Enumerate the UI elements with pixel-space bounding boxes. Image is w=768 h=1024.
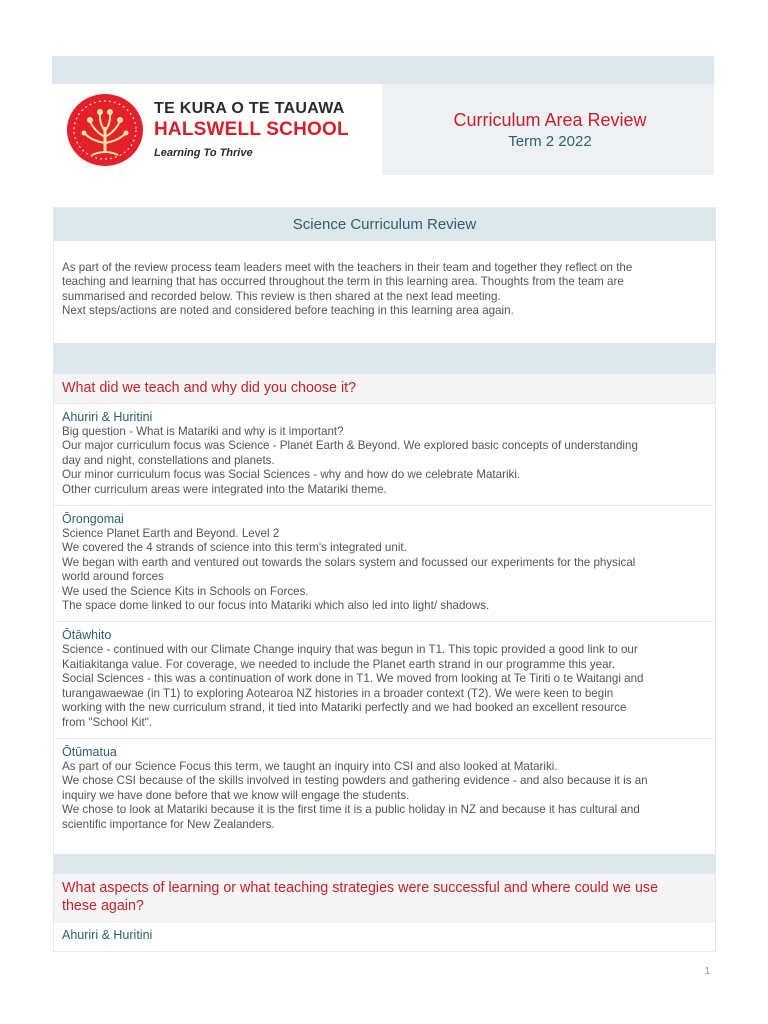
intro-line: As part of the review process team leaders meet with the teachers in their team and together they reflect on the [62,261,633,274]
logo-tagline: Learning To Thrive [154,147,253,159]
team-line: As part of our Science Focus this term, we taught an inquiry into CSI and also looked at Matariki. [62,759,558,773]
team-line: turangawaewae (in T1) to exploring Aotearoa NZ histories in a broader context (T2). We were keen to begin [62,686,614,700]
team-line: Social Sciences - this was a continuation of work done in T1. We moved from looking at Te Tiriti o te Waitangi and [62,672,644,686]
logo-school-name: HALSWELL SCHOOL [154,119,349,140]
team-line: Science Planet Earth and Beyond. Level 2 [62,527,280,541]
team-name: Ahuriri & Huritini [62,927,153,942]
team-line: Big question - What is Matariki and why is it important? [62,425,344,438]
review-table [53,207,716,952]
team-line: We chose to look at Matariki because it is the first time it is a public holiday in NZ and because it has cultural and [62,803,640,817]
team-line: Kaitiakitanga value. For coverage, we needed to include the Planet earth strand in our programme this year. [62,657,615,671]
team-line: working with the new curriculum strand, it tied into Matariki perfectly and we had booked an excellent resource [62,701,627,715]
review-heading: Science Curriculum Review [54,208,715,241]
team-line: Science - continued with our Climate Change inquiry that was begun in T1. This topic provided a good link to our [62,643,638,657]
team-entry [54,621,715,737]
header-band [52,56,714,84]
logo-maori-name: TE KURA O TE TAUAWA [154,100,345,117]
team-name: Ōrongomai [62,512,124,527]
team-line: We covered the 4 strands of science into this term's integrated unit. [62,541,407,555]
team-line: day and night, constellations and planets. [62,453,275,467]
team-entry [54,738,715,854]
document-title: Curriculum Area Review [453,109,647,130]
team-name: Ōtūmatua [62,744,117,759]
team-line: inquiry we have done before that we know will engage the students. [62,788,410,802]
section-band [54,854,715,874]
question-2 [54,874,715,921]
team-line: The space dome linked to our focus into Matariki which also led into light/ shadows. [62,599,490,613]
team-line: We used the Science Kits in Schools on Forces. [62,584,309,598]
team-line: Other curriculum areas were integrated into the Matariki theme. [62,482,387,496]
team-entry [54,921,715,951]
team-line: scientific importance for New Zealanders. [62,817,275,831]
team-line: Our major curriculum focus was Science - Planet Earth & Beyond. We explored basic concepts of understanding [62,439,638,453]
team-line: Our minor curriculum focus was Social Sciences - why and how do we celebrate Matariki. [62,468,521,482]
team-name: Ōtāwhito [62,628,112,643]
team-name: Ahuriri & Huritini [62,410,153,424]
review-intro [54,241,715,343]
team-line: We began with earth and ventured out towards the solars system and focussed our experiments for the physical [62,555,636,569]
document-header [52,56,714,175]
team-entry [54,505,715,621]
title-block [386,84,714,175]
document-term: Term 2 2022 [508,132,592,150]
intro-line: teaching and learning that has occurred throughout the term in this learning area. Thoughts from the team are [62,275,624,289]
intro-line: Next steps/actions are noted and considered before teaching in this learning area again. [62,304,514,318]
school-logo-block [52,84,382,175]
section-band [54,343,715,374]
school-logo-icon [66,93,144,167]
team-line: world around forces [62,570,164,584]
question-2-line: What aspects of learning or what teaching strategies were successful and where could we use [62,879,659,896]
question-1: What did we teach and why did you choose it? [54,374,715,403]
team-line: from "School Kit". [62,715,153,729]
page-number: 1 [704,966,710,977]
intro-line: summarised and recorded below. This review is then shared at the next lead meeting. [62,289,501,303]
team-line: We chose CSI because of the skills involved in testing powders and gathering evidence - and also because it is an [62,774,648,788]
question-2-line: these again? [62,897,144,914]
team-entry [54,403,715,505]
